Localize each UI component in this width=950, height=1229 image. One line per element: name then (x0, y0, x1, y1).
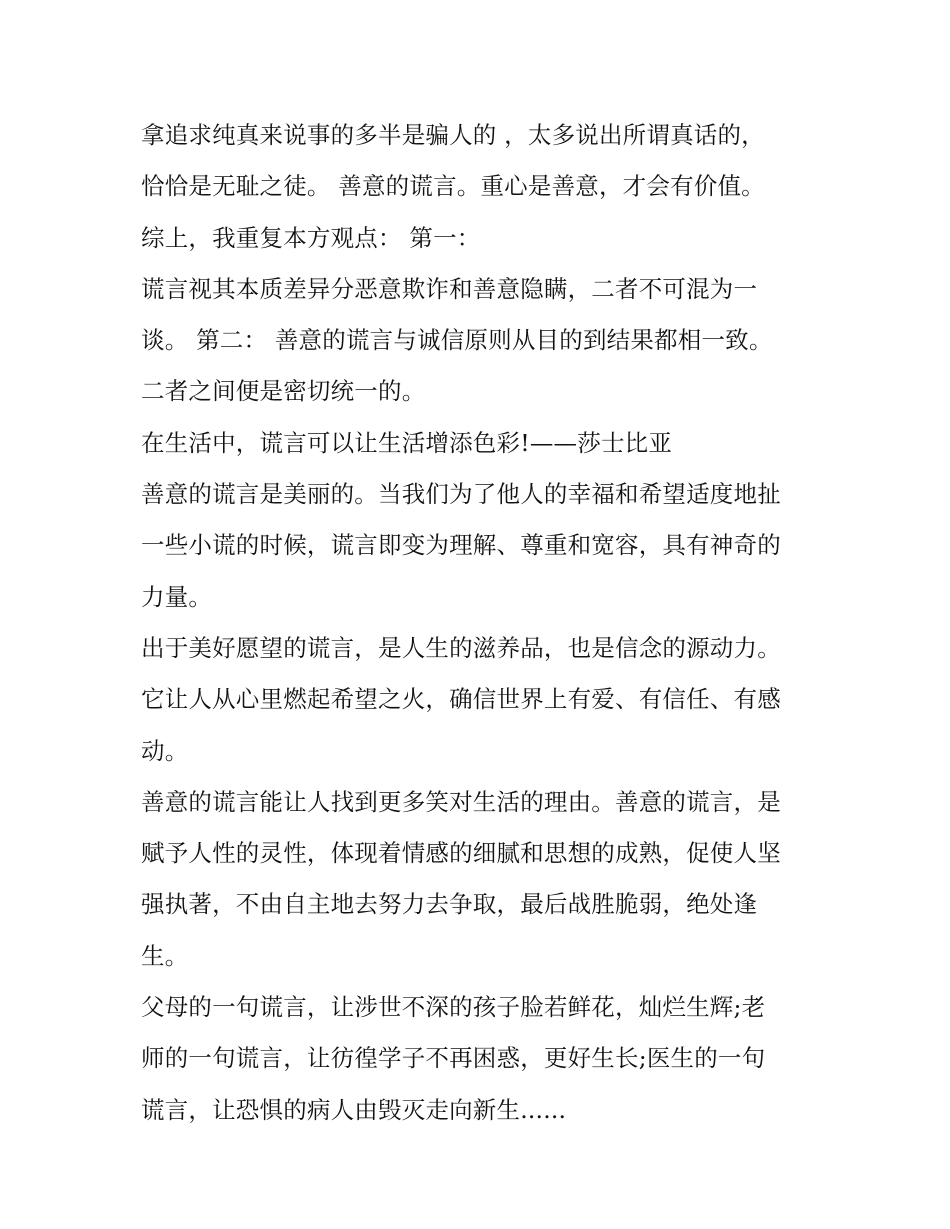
text-line: 动。 (141, 736, 189, 765)
text-line: 出于美好愿望的谎言，是人生的滋养品，也是信念的源动力。 (141, 633, 781, 662)
text-line: 谎言视其本质差异分恶意欺诈和善意隐瞒，二者不可混为一 (141, 274, 758, 303)
text-line: 它让人从心里燃起希望之火，确信世界上有爱、有信任、有感 (141, 685, 781, 714)
text-line: 恰恰是无耻之徒。 善意的谎言。重心是善意，才会有价值。 (141, 172, 765, 201)
text-line: 生。 (141, 941, 189, 970)
text-line: 一些小谎的时候，谎言即变为理解、尊重和宽容，具有神奇的 (141, 531, 781, 560)
text-line: 善意的谎言是美丽的。当我们为了他人的幸福和希望适度地扯 (141, 480, 781, 509)
text-line: 在生活中，谎言可以让生活增添色彩!——莎士比亚 (141, 428, 673, 457)
text-line: 父母的一句谎言，让涉世不深的孩子脸若鲜花，灿烂生辉;老 (141, 993, 766, 1022)
text-line: 强执著，不由自主地去努力去争取，最后战胜脆弱，绝处逢 (141, 890, 758, 919)
text-line: 综上，我重复本方观点： 第一： (141, 223, 481, 252)
text-line: 力量。 (141, 582, 213, 611)
text-line: 善意的谎言能让人找到更多笑对生活的理由。善意的谎言，是 (141, 787, 781, 816)
text-line: 师的一句谎言，让彷徨学子不再困惑，更好生长;医生的一句 (141, 1044, 766, 1073)
document-body (141, 110, 821, 1136)
text-line: 拿追求纯真来说事的多半是骗人的 ，太多说出所谓真话的， (141, 121, 765, 149)
text-line: 谈。 第二： 善意的谎言与诚信原则从目的到结果都相一致。 (141, 326, 773, 355)
text-line: 二者之间便是密切统一的。 (141, 377, 426, 406)
text-line: 赋予人性的灵性，体现着情感的细腻和思想的成熟，促使人坚 (141, 839, 781, 868)
text-line: 谎言，让恐惧的病人由毁灭走向新生...... (141, 1095, 567, 1124)
